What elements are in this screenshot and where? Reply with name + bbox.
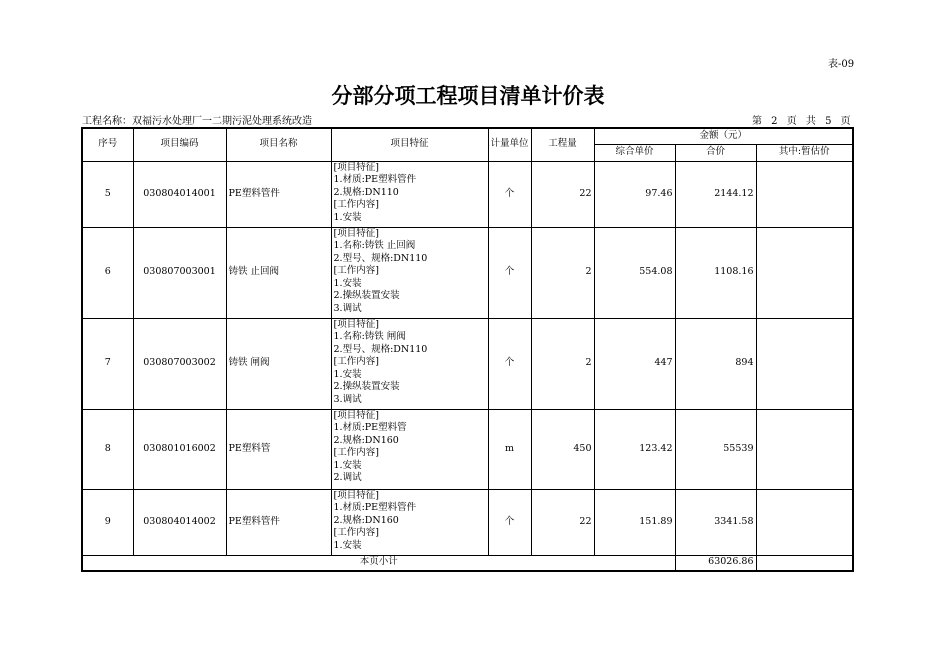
feature-line: [项目特征] <box>333 161 379 173</box>
feature-line: 2.规格:DN110 <box>333 186 399 198</box>
cell-unit: 个 <box>488 489 531 555</box>
cell-feature <box>331 409 488 489</box>
cell-provisional <box>756 409 853 489</box>
cell-feature <box>331 318 488 409</box>
header-code: 项目编码 <box>133 128 226 161</box>
feature-line: 2.规格:DN160 <box>333 434 399 446</box>
cell-feature <box>331 489 488 555</box>
feature-line: [工作内容] <box>333 527 379 539</box>
cell-provisional <box>756 161 853 227</box>
header-qty: 工程量 <box>531 128 594 161</box>
cell-unit: 个 <box>488 227 531 318</box>
cell-code: 030804014002 <box>133 489 226 555</box>
cell-unit: m <box>488 409 531 489</box>
feature-line: 1.名称:铸铁 闸阀 <box>333 331 406 343</box>
cell-name: PE塑料管 <box>226 409 331 489</box>
header-amount: 金额（元） <box>594 128 853 144</box>
subtotal-total: 63026.86 <box>675 555 756 571</box>
cell-unit-price: 97.46 <box>594 161 675 227</box>
cell-code: 030804014001 <box>133 161 226 227</box>
cell-feature <box>331 227 488 318</box>
cell-unit: 个 <box>488 161 531 227</box>
subtotal-provisional <box>756 555 853 571</box>
header-unit: 计量单位 <box>488 128 531 161</box>
cell-seq: 8 <box>82 409 133 489</box>
feature-line: 1.材质:PE塑料管 <box>333 422 407 434</box>
feature-line: 1.安装 <box>333 368 362 380</box>
cell-name: PE塑料管件 <box>226 489 331 555</box>
project-name: 工程名称：双福污水处理厂一二期污泥处理系统改造 <box>82 116 312 127</box>
feature-line: [项目特征] <box>333 489 379 501</box>
page-info: 第 2 页 共 5 页 <box>752 116 851 127</box>
feature-line: [项目特征] <box>333 409 379 421</box>
header-name: 项目名称 <box>226 128 331 161</box>
cell-code: 030807003001 <box>133 227 226 318</box>
feature-line: 2.型号、规格:DN110 <box>333 343 428 355</box>
feature-line: [工作内容] <box>333 199 379 211</box>
cell-qty: 450 <box>531 409 594 489</box>
cell-qty: 22 <box>531 489 594 555</box>
cell-code: 030801016002 <box>133 409 226 489</box>
feature-line: 1.安装 <box>333 211 362 223</box>
cell-seq: 9 <box>82 489 133 555</box>
subtotal-row <box>82 555 853 571</box>
cell-qty: 2 <box>531 227 594 318</box>
cell-seq: 6 <box>82 227 133 318</box>
cell-unit-price: 554.08 <box>594 227 675 318</box>
page-title: 分部分项工程项目清单计价表 <box>331 84 605 108</box>
cell-code: 030807003002 <box>133 318 226 409</box>
feature-line: 2.操纵装置安装 <box>333 381 400 393</box>
cell-seq: 7 <box>82 318 133 409</box>
table-row <box>82 161 853 227</box>
feature-line: [工作内容] <box>333 447 379 459</box>
table-row <box>82 318 853 409</box>
cell-unit-price: 447 <box>594 318 675 409</box>
header-feature: 项目特征 <box>331 128 488 161</box>
cell-total: 55539 <box>675 409 756 489</box>
form-number: 表-09 <box>828 59 855 70</box>
table-row <box>82 227 853 318</box>
table-row <box>82 489 853 555</box>
feature-line: [项目特征] <box>333 227 379 239</box>
feature-line: 2.调试 <box>333 472 362 484</box>
feature-line: 3.调试 <box>333 394 362 406</box>
header-provisional: 其中:暂估价 <box>756 144 853 161</box>
cell-total: 2144.12 <box>675 161 756 227</box>
table-row <box>82 409 853 489</box>
feature-line: 1.名称:铸铁 止回阀 <box>333 240 416 252</box>
feature-line: 2.操纵装置安装 <box>333 290 400 302</box>
feature-line: 1.安装 <box>333 539 362 551</box>
pricing-table <box>81 127 854 572</box>
cell-total: 3341.58 <box>675 489 756 555</box>
cell-unit-price: 151.89 <box>594 489 675 555</box>
cell-name: 铸铁 闸阀 <box>226 318 331 409</box>
subtotal-label: 本页小计 <box>82 555 675 571</box>
feature-line: [工作内容] <box>333 265 379 277</box>
feature-line: 2.型号、规格:DN110 <box>333 252 428 264</box>
cell-name: 铸铁 止回阀 <box>226 227 331 318</box>
cell-unit-price: 123.42 <box>594 409 675 489</box>
feature-line: [工作内容] <box>333 356 379 368</box>
feature-line: 1.材质:PE塑料管件 <box>333 174 417 186</box>
cell-seq: 5 <box>82 161 133 227</box>
cell-unit: 个 <box>488 318 531 409</box>
header-seq: 序号 <box>82 128 133 161</box>
feature-line: 3.调试 <box>333 303 362 315</box>
feature-line: 1.材质:PE塑料管件 <box>333 502 417 514</box>
cell-total: 894 <box>675 318 756 409</box>
feature-line: 2.规格:DN160 <box>333 514 399 526</box>
cell-name: PE塑料管件 <box>226 161 331 227</box>
cell-provisional <box>756 489 853 555</box>
feature-line: 1.安装 <box>333 277 362 289</box>
cell-provisional <box>756 318 853 409</box>
cell-feature <box>331 161 488 227</box>
cell-qty: 2 <box>531 318 594 409</box>
feature-line: [项目特征] <box>333 318 379 330</box>
feature-line: 1.安装 <box>333 459 362 471</box>
cell-provisional <box>756 227 853 318</box>
cell-total: 1108.16 <box>675 227 756 318</box>
header-total: 合价 <box>675 144 756 161</box>
header-unit-price: 综合单价 <box>594 144 675 161</box>
cell-qty: 22 <box>531 161 594 227</box>
